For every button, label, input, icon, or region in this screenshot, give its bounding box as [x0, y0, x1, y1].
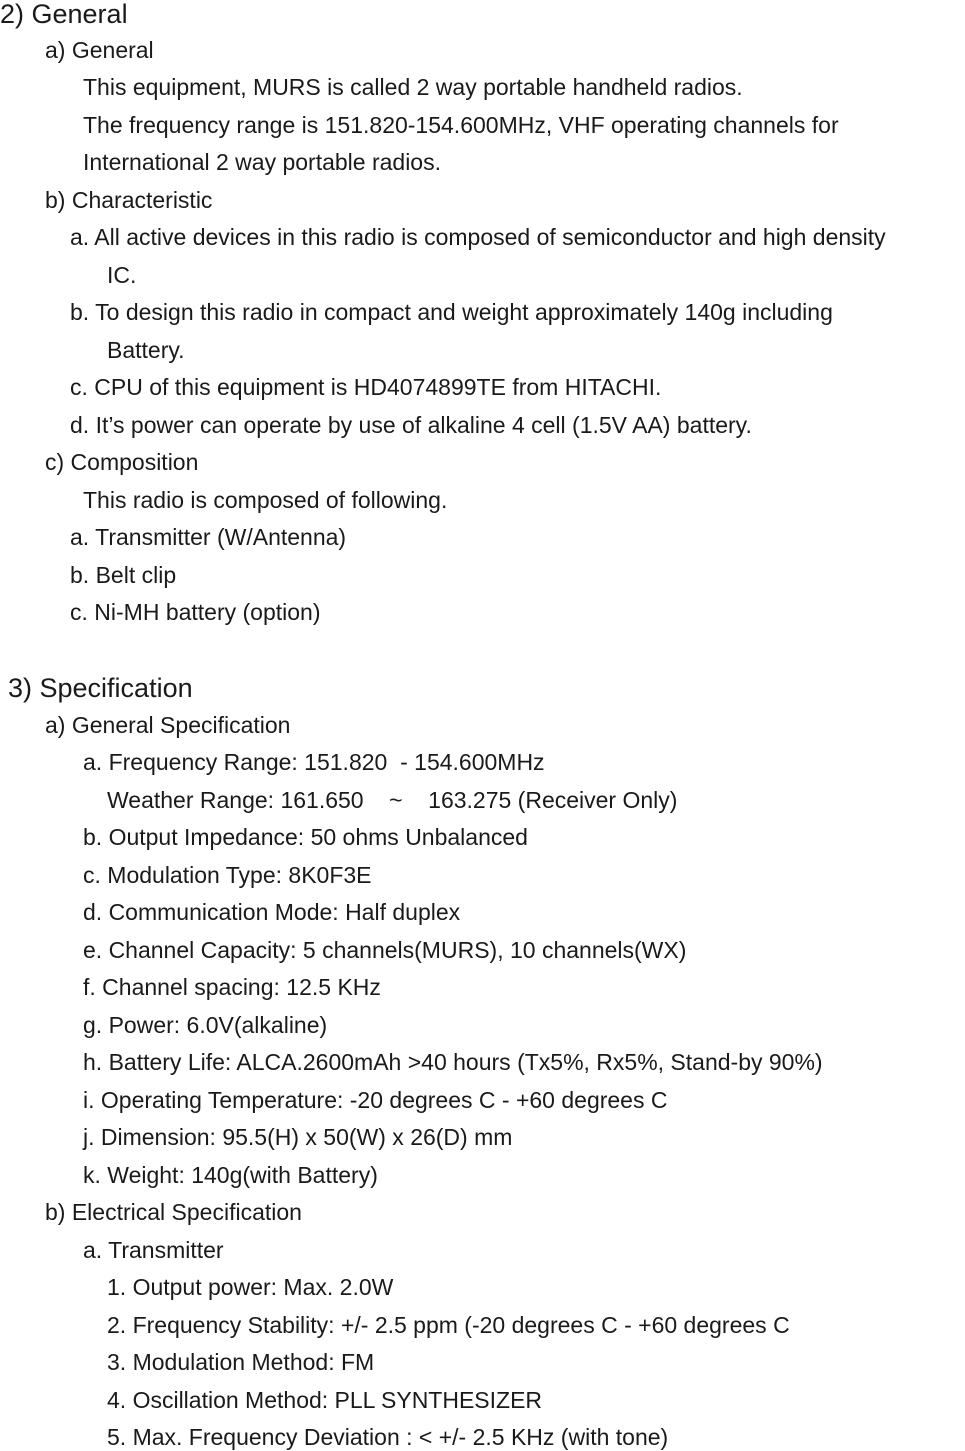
spec-item: k. Weight: 140g(with Battery) [83, 1162, 378, 1188]
paragraph-line: The frequency range is 151.820-154.600MHz, VHF operating channels for [83, 112, 839, 138]
paragraph-line: International 2 way portable radios. [83, 149, 441, 175]
list-item: c. CPU of this equipment is HD4074899TE from HITACHI. [70, 374, 662, 400]
section-2c-heading: c) Composition [45, 449, 199, 475]
section-2-heading: 2) General [0, 0, 128, 29]
spec-item: i. Operating Temperature: -20 degrees C - +60 degrees C [83, 1087, 668, 1113]
transmitter-item: 5. Max. Frequency Deviation : < +/- 2.5 KHz (with tone) [107, 1424, 669, 1450]
section-2a-heading: a) General [45, 37, 154, 63]
spec-item-continuation: Weather Range: 161.650 ~ 163.275 (Receiver Only) [107, 787, 678, 813]
list-item-continuation: Battery. [107, 337, 185, 363]
list-item: a. Transmitter (W/Antenna) [70, 524, 347, 550]
section-3b-heading: b) Electrical Specification [45, 1199, 302, 1225]
transmitter-heading: a. Transmitter [83, 1237, 224, 1263]
list-item: d. It’s power can operate by use of alkaline 4 cell (1.5V AA) battery. [70, 412, 752, 438]
spec-item: e. Channel Capacity: 5 channels(MURS), 10 channels(WX) [83, 937, 687, 963]
spec-item: h. Battery Life: ALCA.2600mAh >40 hours (Tx5%, Rx5%, Stand-by 90%) [83, 1049, 823, 1075]
paragraph-line: This equipment, MURS is called 2 way portable handheld radios. [83, 74, 743, 100]
paragraph-line: This radio is composed of following. [83, 487, 448, 513]
transmitter-item: 1. Output power: Max. 2.0W [107, 1274, 394, 1300]
spec-item: b. Output Impedance: 50 ohms Unbalanced [83, 824, 528, 850]
spec-item: c. Modulation Type: 8K0F3E [83, 862, 372, 888]
transmitter-item: 2. Frequency Stability: +/- 2.5 ppm (-20 degrees C - +60 degrees C [107, 1312, 790, 1338]
list-item-continuation: IC. [107, 262, 137, 288]
list-item: b. Belt clip [70, 562, 177, 588]
spec-item: g. Power: 6.0V(alkaline) [83, 1012, 328, 1038]
transmitter-item: 4. Oscillation Method: PLL SYNTHESIZER [107, 1387, 543, 1413]
section-2b-heading: b) Characteristic [45, 187, 213, 213]
spec-item: a. Frequency Range: 151.820 - 154.600MHz [83, 749, 545, 775]
spec-item: d. Communication Mode: Half duplex [83, 899, 461, 925]
transmitter-item: 3. Modulation Method: FM [107, 1349, 375, 1375]
section-3a-heading: a) General Specification [45, 712, 291, 738]
section-3-heading: 3) Specification [8, 673, 193, 703]
list-item: b. To design this radio in compact and weight approximately 140g including [70, 299, 833, 325]
spec-item: j. Dimension: 95.5(H) x 50(W) x 26(D) mm [83, 1124, 513, 1150]
list-item: c. Ni-MH battery (option) [70, 599, 321, 625]
list-item: a. All active devices in this radio is composed of semiconductor and high density [70, 224, 886, 250]
spec-item: f. Channel spacing: 12.5 KHz [83, 974, 381, 1000]
